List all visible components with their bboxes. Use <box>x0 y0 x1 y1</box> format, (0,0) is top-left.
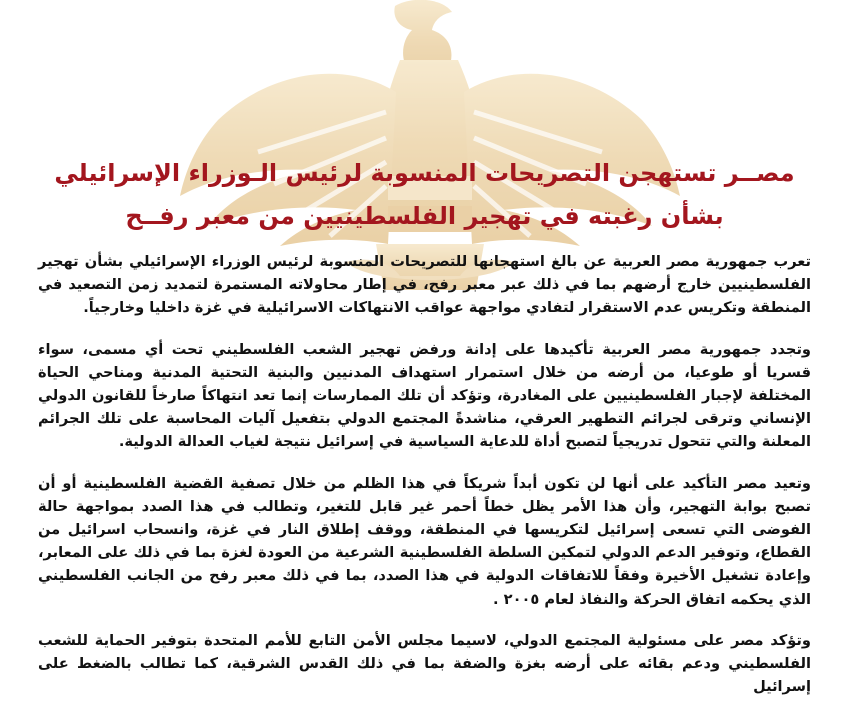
body-paragraph-3: وتعيد مصر التأكيد على أنها لن تكون أبداً شريكاً في هذا الظلم من خلال تصفية القضية الفلسطينية أو أن تصبح بوابة التهجير، وأن هذا الأمر يظل خطاً أحمر غير قابل للتغير، وتطالب في هذا الصدد بمواجهة حالة الفوضى التي تسعى إسرائيل لتكريسها في المنطقة، ووقف إطلاق النار في غزة، وانسحاب اسرائيل من القطاع، وتوفير الدعم الدولي لتمكين السلطة الفلسطينية الشرعية من العودة لغزة بما في ذلك على المعابر، وإعادة تشغيل الأخيرة وفقاً للاتفاقات الدولية في هذا الصدد، بما في ذلك معبر رفح من الجانب الفلسطيني الذي يحكمه اتفاق الحركة والنفاذ لعام ٢٠٠٥ . <box>38 474 811 608</box>
body-paragraph-4: وتؤكد مصر على مسئولية المجتمع الدولي، لاسيما مجلس الأمن التابع للأمم المتحدة بتوفير الحماية للشعب الفلسطيني ودعم بقائه على أرضه بغزة والضفة بما في ذلك القدس الشرقية، كما تطالب بالضغط على إسرائيل <box>38 631 811 696</box>
body-paragraph-2: وتجدد جمهورية مصر العربية تأكيدها على إدانة ورفض تهجير الشعب الفلسطيني تحت أي مسمى، سواء قسريا أو طوعيا، من أرضه من خلال استمرار استهداف المدنيين والبنية التحتية المدنية ومناحي الحياة المختلفة لإجبار الفلسطينيين على المغادرة، وتؤكد أن تلك الممارسات إنما تعد انتهاكاً صارخاً للقانون الدولي الإنساني وترقى لجرائم التطهير العرقي، مناشدةً المجتمع الدولي بتفعيل آليات المحاسبة على تلك الجرائم المعلنة والتي تتحول تدريجياً لتصبح أداة للدعاية السياسية في إسرائيل نتيجة لغياب العدالة الدولية. <box>38 340 811 451</box>
page-title-line-2: بشأن رغبته في تهجير الفلسطينيين من معبر رفــح <box>125 202 724 230</box>
statement-body <box>38 250 811 716</box>
body-paragraph-1: تعرب جمهورية مصر العربية عن بالغ استهجانها للتصريحات المنسوبة لرئيس الوزراء الإسرائيلي بشأن تهجير الفلسطينيين خارج أرضهم بما في ذلك عبر معبر رفح، في إطار محاولاته المستمرة لتمديد زمن التصعيد في المنطقة وتكريس عدم الاستقرار لتفادي مواجهة عواقب الانتهاكات الاسرائيلية في غزة داخليا وخارجياً. <box>38 253 811 317</box>
page-title-line-1: مصــر تستهجن التصريحات المنسوبة لرئيس الـوزراء الإسرائيلي <box>54 159 795 187</box>
